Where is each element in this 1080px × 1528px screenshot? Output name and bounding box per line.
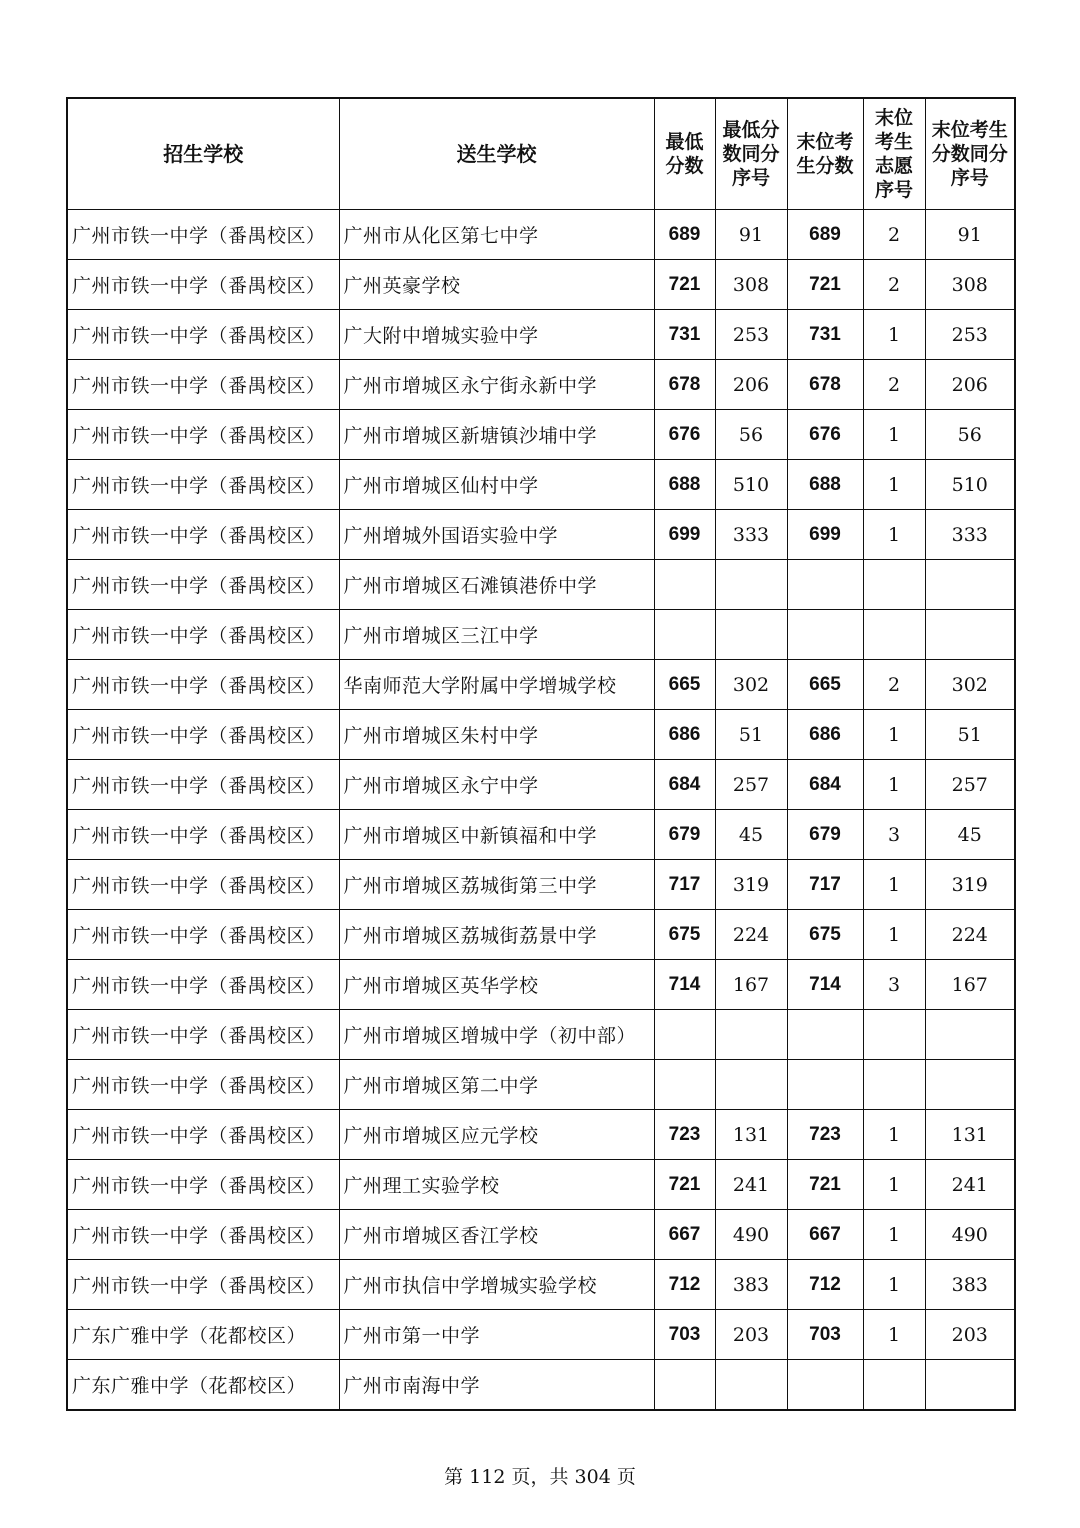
cell-last-choice: 1 <box>863 1260 925 1310</box>
cell-min-score-rank: 206 <box>715 360 787 410</box>
cell-last-rank: 302 <box>925 660 1015 710</box>
table-row <box>67 1160 1015 1210</box>
cell-send-school: 广州市第一中学 <box>339 1310 654 1360</box>
cell-min-score-rank: 203 <box>715 1310 787 1360</box>
cell-min-score: 665 <box>654 660 715 710</box>
cell-recruit-school: 广州市铁一中学（番禺校区） <box>67 460 339 510</box>
cell-last-rank: 241 <box>925 1160 1015 1210</box>
cell-send-school: 广州市增城区香江学校 <box>339 1210 654 1260</box>
cell-recruit-school: 广东广雅中学（花都校区） <box>67 1360 339 1411</box>
cell-last-rank: 383 <box>925 1260 1015 1310</box>
table-row <box>67 260 1015 310</box>
cell-min-score: 679 <box>654 810 715 860</box>
table-row <box>67 210 1015 260</box>
cell-recruit-school: 广州市铁一中学（番禺校区） <box>67 1010 339 1060</box>
cell-recruit-school: 广州市铁一中学（番禺校区） <box>67 310 339 360</box>
cell-min-score-rank <box>715 1010 787 1060</box>
table-row <box>67 1210 1015 1260</box>
cell-last-score: 667 <box>787 1210 863 1260</box>
cell-min-score-rank: 257 <box>715 760 787 810</box>
cell-last-choice <box>863 610 925 660</box>
cell-last-rank: 308 <box>925 260 1015 310</box>
cell-recruit-school: 广州市铁一中学（番禺校区） <box>67 260 339 310</box>
table-row <box>67 1010 1015 1060</box>
table-row <box>67 360 1015 410</box>
cell-last-score: 717 <box>787 860 863 910</box>
cell-send-school: 广州市增城区英华学校 <box>339 960 654 1010</box>
cell-send-school: 广州市增城区荔城街第三中学 <box>339 860 654 910</box>
cell-send-school: 广州市增城区增城中学（初中部） <box>339 1010 654 1060</box>
cell-last-score: 703 <box>787 1310 863 1360</box>
cell-last-score <box>787 1010 863 1060</box>
cell-min-score-rank <box>715 1360 787 1411</box>
cell-min-score <box>654 1360 715 1411</box>
cell-last-choice: 1 <box>863 760 925 810</box>
cell-last-score: 688 <box>787 460 863 510</box>
cell-recruit-school: 广州市铁一中学（番禺校区） <box>67 1210 339 1260</box>
cell-last-rank: 45 <box>925 810 1015 860</box>
page-number-footer: 第 112 页，共 304 页 <box>444 1466 636 1488</box>
table-row <box>67 510 1015 560</box>
cell-last-score: 684 <box>787 760 863 810</box>
cell-send-school: 广州市增城区永宁中学 <box>339 760 654 810</box>
cell-last-rank: 51 <box>925 710 1015 760</box>
cell-last-score: 723 <box>787 1110 863 1160</box>
cell-recruit-school: 广州市铁一中学（番禺校区） <box>67 910 339 960</box>
cell-min-score-rank <box>715 560 787 610</box>
cell-min-score: 678 <box>654 360 715 410</box>
cell-send-school: 华南师范大学附属中学增城学校 <box>339 660 654 710</box>
cell-last-choice: 1 <box>863 710 925 760</box>
table-row <box>67 1110 1015 1160</box>
cell-min-score-rank: 91 <box>715 210 787 260</box>
cell-last-choice: 1 <box>863 310 925 360</box>
cell-last-choice: 1 <box>863 1160 925 1210</box>
cell-last-choice <box>863 1360 925 1411</box>
cell-last-rank <box>925 1010 1015 1060</box>
cell-last-score <box>787 560 863 610</box>
cell-last-score: 676 <box>787 410 863 460</box>
cell-recruit-school: 广东广雅中学（花都校区） <box>67 1310 339 1360</box>
table-row <box>67 1260 1015 1310</box>
cell-recruit-school: 广州市铁一中学（番禺校区） <box>67 710 339 760</box>
cell-min-score: 688 <box>654 460 715 510</box>
cell-last-score: 686 <box>787 710 863 760</box>
table-row <box>67 660 1015 710</box>
table-row <box>67 1360 1015 1411</box>
cell-last-rank <box>925 1060 1015 1110</box>
cell-min-score: 676 <box>654 410 715 460</box>
table-row <box>67 760 1015 810</box>
table-row <box>67 410 1015 460</box>
cell-last-score: 665 <box>787 660 863 710</box>
cell-last-choice: 3 <box>863 810 925 860</box>
cell-min-score: 684 <box>654 760 715 810</box>
cell-send-school: 广州市执信中学增城实验学校 <box>339 1260 654 1310</box>
table-row <box>67 960 1015 1010</box>
cell-last-rank: 490 <box>925 1210 1015 1260</box>
cell-min-score: 717 <box>654 860 715 910</box>
cell-last-score: 721 <box>787 1160 863 1210</box>
cell-last-rank: 257 <box>925 760 1015 810</box>
cell-send-school: 广州市增城区荔城街荔景中学 <box>339 910 654 960</box>
cell-min-score: 689 <box>654 210 715 260</box>
cell-min-score: 723 <box>654 1110 715 1160</box>
cell-min-score-rank: 241 <box>715 1160 787 1210</box>
cell-send-school: 广州英豪学校 <box>339 260 654 310</box>
cell-recruit-school: 广州市铁一中学（番禺校区） <box>67 660 339 710</box>
cell-min-score-rank: 56 <box>715 410 787 460</box>
cell-last-rank: 333 <box>925 510 1015 560</box>
cell-min-score: 699 <box>654 510 715 560</box>
cell-min-score-rank: 45 <box>715 810 787 860</box>
cell-last-score: 678 <box>787 360 863 410</box>
cell-last-choice: 1 <box>863 1110 925 1160</box>
cell-min-score-rank: 383 <box>715 1260 787 1310</box>
cell-send-school: 广州市增城区朱村中学 <box>339 710 654 760</box>
cell-min-score: 721 <box>654 1160 715 1210</box>
cell-send-school: 广州市增城区中新镇福和中学 <box>339 810 654 860</box>
cell-last-rank: 167 <box>925 960 1015 1010</box>
cell-min-score-rank: 167 <box>715 960 787 1010</box>
header-last-rank: 末位考生分数同分序号 <box>925 98 1015 210</box>
cell-min-score-rank: 308 <box>715 260 787 310</box>
cell-last-score: 699 <box>787 510 863 560</box>
cell-last-choice: 2 <box>863 660 925 710</box>
cell-last-rank: 131 <box>925 1110 1015 1160</box>
table-row <box>67 310 1015 360</box>
cell-recruit-school: 广州市铁一中学（番禺校区） <box>67 810 339 860</box>
cell-min-score-rank: 333 <box>715 510 787 560</box>
header-last-score: 末位考生分数 <box>787 98 863 210</box>
cell-recruit-school: 广州市铁一中学（番禺校区） <box>67 760 339 810</box>
cell-last-rank: 206 <box>925 360 1015 410</box>
cell-last-choice <box>863 560 925 610</box>
cell-send-school: 广州市从化区第七中学 <box>339 210 654 260</box>
cell-recruit-school: 广州市铁一中学（番禺校区） <box>67 1160 339 1210</box>
cell-min-score <box>654 610 715 660</box>
header-min-score: 最低分数 <box>654 98 715 210</box>
cell-last-choice: 1 <box>863 1210 925 1260</box>
cell-min-score <box>654 560 715 610</box>
cell-min-score <box>654 1060 715 1110</box>
cell-min-score-rank: 131 <box>715 1110 787 1160</box>
cell-min-score-rank: 224 <box>715 910 787 960</box>
table-row <box>67 860 1015 910</box>
cell-send-school: 广大附中增城实验中学 <box>339 310 654 360</box>
cell-last-rank: 224 <box>925 910 1015 960</box>
cell-send-school: 广州市增城区第二中学 <box>339 1060 654 1110</box>
cell-last-score: 679 <box>787 810 863 860</box>
cell-min-score <box>654 1010 715 1060</box>
cell-recruit-school: 广州市铁一中学（番禺校区） <box>67 560 339 610</box>
cell-last-choice: 3 <box>863 960 925 1010</box>
cell-min-score-rank: 510 <box>715 460 787 510</box>
cell-min-score-rank: 51 <box>715 710 787 760</box>
cell-last-rank: 56 <box>925 410 1015 460</box>
cell-recruit-school: 广州市铁一中学（番禺校区） <box>67 210 339 260</box>
cell-recruit-school: 广州市铁一中学（番禺校区） <box>67 960 339 1010</box>
header-last-choice: 末位考生志愿序号 <box>863 98 925 210</box>
cell-recruit-school: 广州市铁一中学（番禺校区） <box>67 1060 339 1110</box>
cell-last-rank: 91 <box>925 210 1015 260</box>
cell-min-score: 731 <box>654 310 715 360</box>
cell-last-rank: 319 <box>925 860 1015 910</box>
cell-last-score <box>787 1360 863 1411</box>
cell-recruit-school: 广州市铁一中学（番禺校区） <box>67 1260 339 1310</box>
cell-last-score <box>787 1060 863 1110</box>
cell-recruit-school: 广州市铁一中学（番禺校区） <box>67 1110 339 1160</box>
table-row <box>67 710 1015 760</box>
cell-min-score: 675 <box>654 910 715 960</box>
cell-min-score: 686 <box>654 710 715 760</box>
admission-score-table <box>66 97 1016 1411</box>
cell-recruit-school: 广州市铁一中学（番禺校区） <box>67 610 339 660</box>
table-row <box>67 610 1015 660</box>
cell-last-score: 675 <box>787 910 863 960</box>
cell-min-score-rank: 302 <box>715 660 787 710</box>
cell-send-school: 广州市增城区三江中学 <box>339 610 654 660</box>
cell-send-school: 广州市增城区应元学校 <box>339 1110 654 1160</box>
table-body <box>67 210 1015 1411</box>
table-row <box>67 910 1015 960</box>
cell-last-choice: 1 <box>863 460 925 510</box>
cell-last-choice: 1 <box>863 1310 925 1360</box>
header-min-score-rank: 最低分数同分序号 <box>715 98 787 210</box>
header-recruit-school: 招生学校 <box>67 98 339 210</box>
cell-last-choice: 1 <box>863 860 925 910</box>
cell-send-school: 广州增城外国语实验中学 <box>339 510 654 560</box>
cell-last-score: 689 <box>787 210 863 260</box>
table-row <box>67 1310 1015 1360</box>
cell-min-score: 712 <box>654 1260 715 1310</box>
cell-min-score-rank: 319 <box>715 860 787 910</box>
cell-send-school: 广州市增城区仙村中学 <box>339 460 654 510</box>
table-header <box>67 98 1015 210</box>
cell-last-rank: 203 <box>925 1310 1015 1360</box>
cell-last-score: 714 <box>787 960 863 1010</box>
table-row <box>67 560 1015 610</box>
cell-send-school: 广州市增城区永宁街永新中学 <box>339 360 654 410</box>
cell-send-school: 广州市增城区新塘镇沙埔中学 <box>339 410 654 460</box>
cell-last-rank <box>925 1360 1015 1411</box>
cell-min-score-rank <box>715 1060 787 1110</box>
cell-last-score: 721 <box>787 260 863 310</box>
cell-last-choice <box>863 1060 925 1110</box>
cell-last-rank: 510 <box>925 460 1015 510</box>
cell-send-school: 广州市南海中学 <box>339 1360 654 1411</box>
cell-min-score-rank: 253 <box>715 310 787 360</box>
header-row <box>67 98 1015 210</box>
cell-last-rank <box>925 610 1015 660</box>
cell-last-score: 731 <box>787 310 863 360</box>
cell-min-score: 703 <box>654 1310 715 1360</box>
cell-last-choice: 1 <box>863 510 925 560</box>
cell-recruit-school: 广州市铁一中学（番禺校区） <box>67 860 339 910</box>
cell-last-score: 712 <box>787 1260 863 1310</box>
cell-last-choice: 1 <box>863 910 925 960</box>
cell-last-choice: 2 <box>863 360 925 410</box>
cell-recruit-school: 广州市铁一中学（番禺校区） <box>67 360 339 410</box>
cell-min-score: 721 <box>654 260 715 310</box>
cell-last-score <box>787 610 863 660</box>
cell-last-choice: 2 <box>863 210 925 260</box>
cell-send-school: 广州市增城区石滩镇港侨中学 <box>339 560 654 610</box>
table-row <box>67 1060 1015 1110</box>
cell-last-choice: 1 <box>863 410 925 460</box>
header-send-school: 送生学校 <box>339 98 654 210</box>
cell-min-score: 714 <box>654 960 715 1010</box>
cell-send-school: 广州理工实验学校 <box>339 1160 654 1210</box>
cell-recruit-school: 广州市铁一中学（番禺校区） <box>67 510 339 560</box>
table-row <box>67 460 1015 510</box>
cell-min-score-rank <box>715 610 787 660</box>
cell-last-rank: 253 <box>925 310 1015 360</box>
cell-recruit-school: 广州市铁一中学（番禺校区） <box>67 410 339 460</box>
cell-min-score-rank: 490 <box>715 1210 787 1260</box>
cell-min-score: 667 <box>654 1210 715 1260</box>
cell-last-choice: 2 <box>863 260 925 310</box>
cell-last-rank <box>925 560 1015 610</box>
cell-last-choice <box>863 1010 925 1060</box>
table-row <box>67 810 1015 860</box>
